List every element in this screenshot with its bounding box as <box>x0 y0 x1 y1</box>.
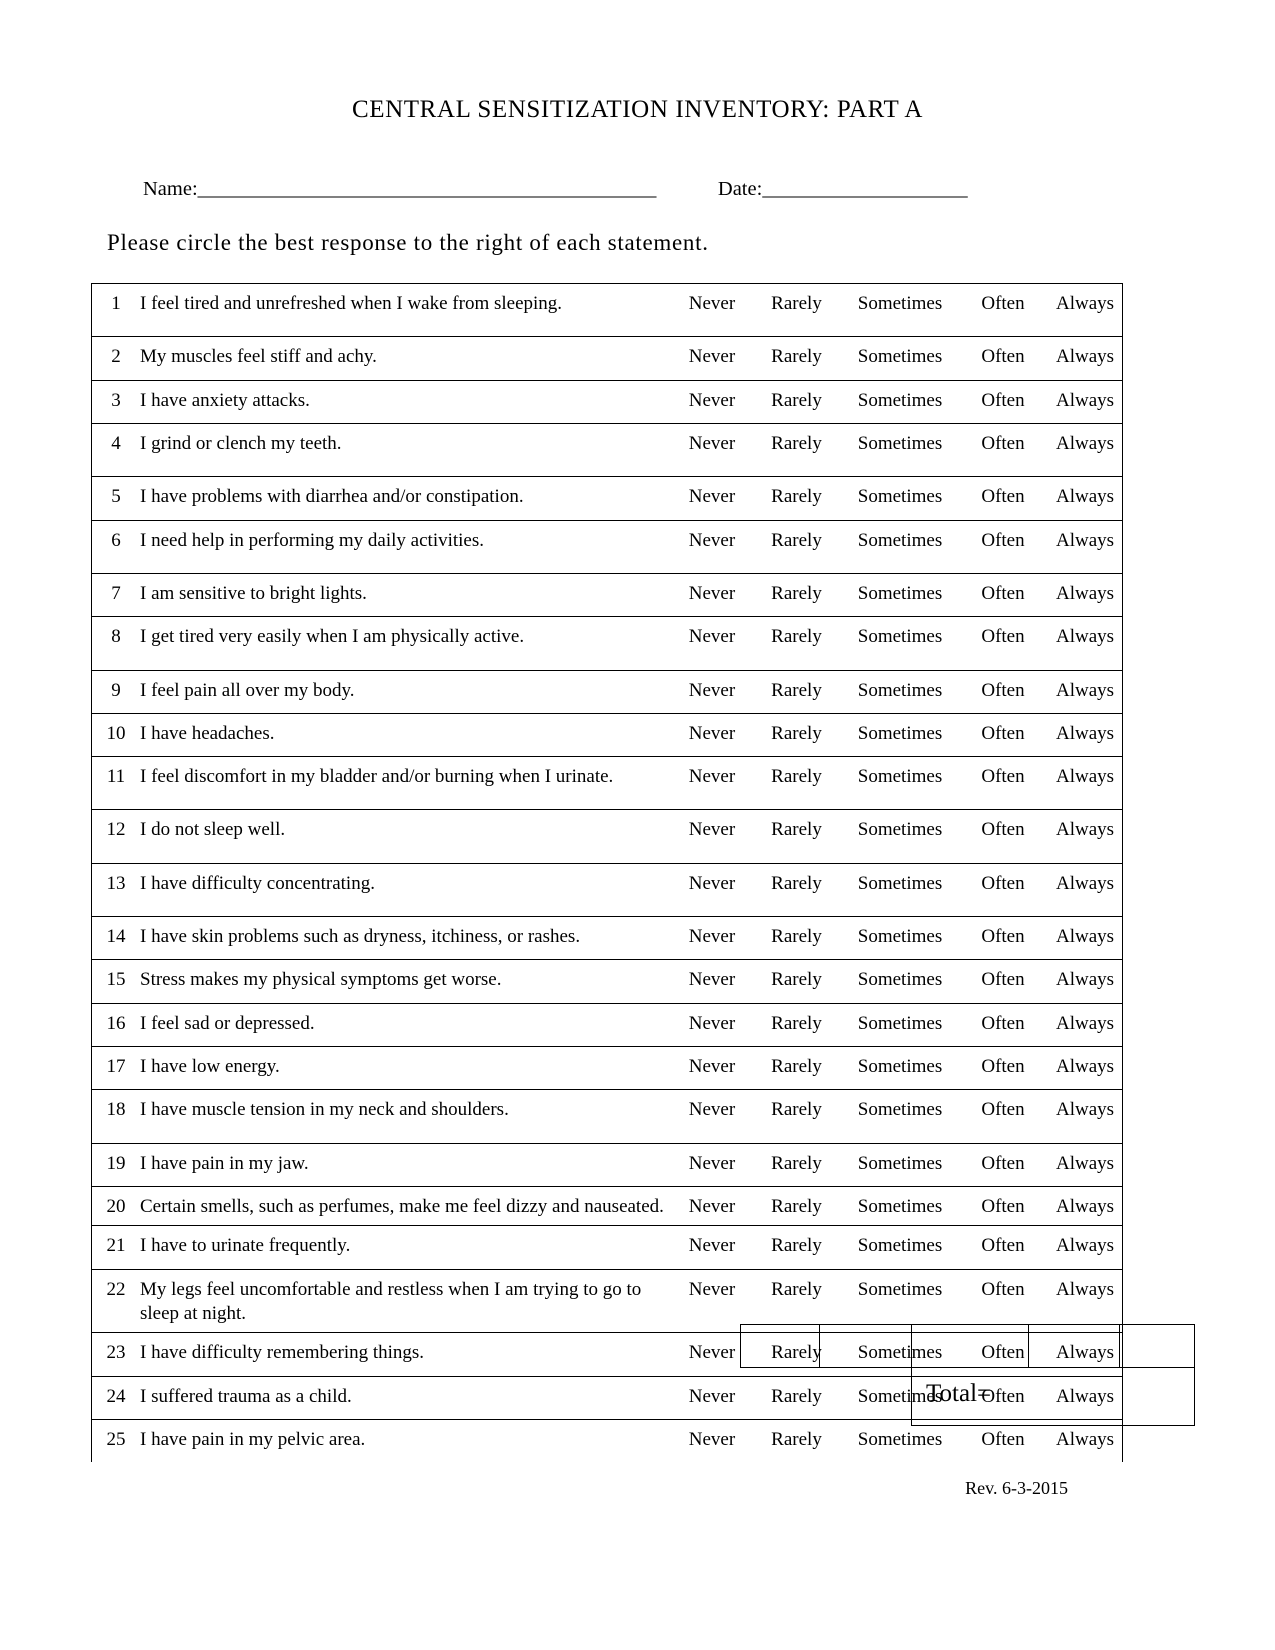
response-option-rarely[interactable]: Rarely <box>751 477 842 520</box>
response-option-sometimes[interactable]: Sometimes <box>842 477 958 520</box>
response-option-always[interactable]: Always <box>1048 713 1123 756</box>
response-option-never[interactable]: Never <box>673 380 751 423</box>
response-option-always[interactable]: Always <box>1048 1090 1123 1143</box>
item-statement: I have difficulty remembering things. <box>140 1333 673 1376</box>
response-option-often[interactable]: Often <box>958 1376 1048 1419</box>
tally-cell-rarely[interactable] <box>820 1325 912 1368</box>
item-number: 19 <box>92 1143 141 1186</box>
response-option-never[interactable]: Never <box>673 617 751 670</box>
item-number: 5 <box>92 477 141 520</box>
item-number: 20 <box>92 1186 141 1225</box>
tally-cell-sometimes[interactable] <box>912 1325 1029 1368</box>
inventory-table-body <box>92 284 1123 1463</box>
response-option-often[interactable]: Often <box>958 810 1048 863</box>
tally-blank-row <box>741 1325 1195 1368</box>
total-label[interactable]: Total= <box>912 1368 1195 1426</box>
response-option-never[interactable]: Never <box>673 520 751 573</box>
response-option-often[interactable]: Often <box>958 284 1048 337</box>
item-statement: I have difficulty concentrating. <box>140 863 673 916</box>
response-option-never[interactable]: Never <box>673 810 751 863</box>
response-option-rarely[interactable]: Rarely <box>751 810 842 863</box>
item-number: 21 <box>92 1226 141 1269</box>
response-option-never[interactable]: Never <box>673 1186 751 1225</box>
table-row <box>92 477 1123 520</box>
tally-cell-never[interactable] <box>741 1325 820 1368</box>
revision-footer: Rev. 6-3-2015 <box>965 1478 1068 1498</box>
item-number: 11 <box>92 757 141 810</box>
response-option-sometimes[interactable]: Sometimes <box>842 1376 958 1419</box>
item-statement: My muscles feel stiff and achy. <box>140 337 673 380</box>
response-option-always[interactable]: Always <box>1048 670 1123 713</box>
response-option-always[interactable]: Always <box>1048 1047 1123 1090</box>
response-option-rarely[interactable]: Rarely <box>751 617 842 670</box>
response-option-rarely[interactable]: Rarely <box>751 917 842 960</box>
item-statement: Stress makes my physical symptoms get worse. <box>140 960 673 1003</box>
response-option-rarely[interactable]: Rarely <box>751 1333 842 1376</box>
response-option-rarely[interactable]: Rarely <box>751 423 842 476</box>
item-number: 18 <box>92 1090 141 1143</box>
response-option-always[interactable]: Always <box>1048 1419 1123 1462</box>
response-option-always[interactable]: Always <box>1048 380 1123 423</box>
table-row <box>92 863 1123 916</box>
table-row <box>92 1226 1123 1269</box>
item-number: 13 <box>92 863 141 916</box>
response-option-always[interactable]: Always <box>1048 1143 1123 1186</box>
total-spacer-never <box>741 1368 820 1426</box>
response-option-rarely[interactable]: Rarely <box>751 1269 842 1333</box>
response-option-never[interactable]: Never <box>673 713 751 756</box>
item-statement: I grind or clench my teeth. <box>140 423 673 476</box>
response-option-sometimes[interactable]: Sometimes <box>842 1090 958 1143</box>
tally-table <box>740 1324 1195 1426</box>
item-statement: I suffered trauma as a child. <box>140 1376 673 1419</box>
item-number: 9 <box>92 670 141 713</box>
response-option-never[interactable]: Never <box>673 757 751 810</box>
response-option-never[interactable]: Never <box>673 573 751 616</box>
response-option-rarely[interactable]: Rarely <box>751 337 842 380</box>
item-number: 14 <box>92 917 141 960</box>
date-label: Date: <box>717 178 763 200</box>
response-option-often[interactable]: Often <box>958 1333 1048 1376</box>
response-option-sometimes[interactable]: Sometimes <box>842 670 958 713</box>
table-row <box>92 573 1123 616</box>
table-row <box>92 917 1123 960</box>
response-option-rarely[interactable]: Rarely <box>751 1376 842 1419</box>
response-option-rarely[interactable]: Rarely <box>751 1143 842 1186</box>
item-number: 25 <box>92 1419 141 1462</box>
response-option-sometimes[interactable]: Sometimes <box>842 1226 958 1269</box>
table-row <box>92 520 1123 573</box>
response-option-never[interactable]: Never <box>673 1419 751 1462</box>
response-option-often[interactable]: Often <box>958 1003 1048 1046</box>
response-option-never[interactable]: Never <box>673 1143 751 1186</box>
item-number: 17 <box>92 1047 141 1090</box>
item-statement: My legs feel uncomfortable and restless when I am trying to go to sleep at night. <box>140 1269 673 1333</box>
item-number: 8 <box>92 617 141 670</box>
response-option-often[interactable]: Often <box>958 863 1048 916</box>
response-option-never[interactable]: Never <box>673 1376 751 1419</box>
response-option-sometimes[interactable]: Sometimes <box>842 573 958 616</box>
item-number: 15 <box>92 960 141 1003</box>
item-statement: I do not sleep well. <box>140 810 673 863</box>
response-option-sometimes[interactable]: Sometimes <box>842 1047 958 1090</box>
response-option-always[interactable]: Always <box>1048 757 1123 810</box>
response-option-often[interactable]: Often <box>958 1186 1048 1225</box>
response-option-sometimes[interactable]: Sometimes <box>842 917 958 960</box>
item-number: 10 <box>92 713 141 756</box>
response-option-sometimes[interactable]: Sometimes <box>842 960 958 1003</box>
item-statement: I have problems with diarrhea and/or constipation. <box>140 477 673 520</box>
table-row <box>92 617 1123 670</box>
response-option-sometimes[interactable]: Sometimes <box>842 380 958 423</box>
response-option-rarely[interactable]: Rarely <box>751 1090 842 1143</box>
response-option-always[interactable]: Always <box>1048 1269 1123 1333</box>
response-option-never[interactable]: Never <box>673 477 751 520</box>
response-option-rarely[interactable]: Rarely <box>751 670 842 713</box>
response-option-never[interactable]: Never <box>673 863 751 916</box>
response-option-rarely[interactable]: Rarely <box>751 1226 842 1269</box>
response-option-always[interactable]: Always <box>1048 617 1123 670</box>
response-option-never[interactable]: Never <box>673 1226 751 1269</box>
total-spacer-rarely <box>820 1368 912 1426</box>
item-statement: I have anxiety attacks. <box>140 380 673 423</box>
response-option-rarely[interactable]: Rarely <box>751 1047 842 1090</box>
response-option-always[interactable]: Always <box>1048 917 1123 960</box>
response-option-sometimes[interactable]: Sometimes <box>842 1143 958 1186</box>
response-option-never[interactable]: Never <box>673 1003 751 1046</box>
response-option-often[interactable]: Often <box>958 960 1048 1003</box>
item-statement: I have skin problems such as dryness, itchiness, or rashes. <box>140 917 673 960</box>
tally-cell-always[interactable] <box>1120 1325 1195 1368</box>
response-option-sometimes[interactable]: Sometimes <box>842 1186 958 1225</box>
response-option-often[interactable]: Often <box>958 713 1048 756</box>
response-option-always[interactable]: Always <box>1048 1333 1123 1376</box>
identity-line <box>143 178 1143 201</box>
item-number: 3 <box>92 380 141 423</box>
item-statement: I feel tired and unrefreshed when I wake from sleeping. <box>140 284 673 337</box>
response-option-rarely[interactable]: Rarely <box>751 380 842 423</box>
item-statement: I feel pain all over my body. <box>140 670 673 713</box>
table-row <box>92 1186 1123 1225</box>
response-option-sometimes[interactable]: Sometimes <box>842 520 958 573</box>
response-option-often[interactable]: Often <box>958 477 1048 520</box>
response-option-never[interactable]: Never <box>673 917 751 960</box>
response-option-sometimes[interactable]: Sometimes <box>842 1333 958 1376</box>
item-statement: I have pain in my pelvic area. <box>140 1419 673 1462</box>
table-row <box>92 1003 1123 1046</box>
response-option-always[interactable]: Always <box>1048 573 1123 616</box>
table-row <box>92 1143 1123 1186</box>
response-option-sometimes[interactable]: Sometimes <box>842 337 958 380</box>
name-input-rule[interactable]: _______________________________________________ <box>197 178 656 200</box>
item-statement: I am sensitive to bright lights. <box>140 573 673 616</box>
item-statement: I feel discomfort in my bladder and/or burning when I urinate. <box>140 757 673 810</box>
item-number: 7 <box>92 573 141 616</box>
response-option-often[interactable]: Often <box>958 757 1048 810</box>
response-option-rarely[interactable]: Rarely <box>751 960 842 1003</box>
response-option-never[interactable]: Never <box>673 337 751 380</box>
item-number: 16 <box>92 1003 141 1046</box>
response-option-always[interactable]: Always <box>1048 1376 1123 1419</box>
response-option-sometimes[interactable]: Sometimes <box>842 1003 958 1046</box>
response-option-sometimes[interactable]: Sometimes <box>842 757 958 810</box>
response-option-often[interactable]: Often <box>958 520 1048 573</box>
response-option-always[interactable]: Always <box>1048 810 1123 863</box>
response-option-rarely[interactable]: Rarely <box>751 284 842 337</box>
response-option-always[interactable]: Always <box>1048 863 1123 916</box>
date-input-rule[interactable]: _____________________ <box>762 178 968 200</box>
page-title: CENTRAL SENSITIZATION INVENTORY: PART A <box>351 96 924 123</box>
item-number: 1 <box>92 284 141 337</box>
item-statement: I have headaches. <box>140 713 673 756</box>
item-statement: I have to urinate frequently. <box>140 1226 673 1269</box>
response-option-often[interactable]: Often <box>958 573 1048 616</box>
item-number: 24 <box>92 1376 141 1419</box>
total-row <box>741 1368 1195 1426</box>
item-statement: I need help in performing my daily activities. <box>140 520 673 573</box>
instruction-text: Please circle the best response to the right of each statement. <box>107 230 709 255</box>
response-option-often[interactable]: Often <box>958 1047 1048 1090</box>
table-row <box>92 423 1123 476</box>
response-option-sometimes[interactable]: Sometimes <box>842 423 958 476</box>
response-option-rarely[interactable]: Rarely <box>751 757 842 810</box>
item-statement: I feel sad or depressed. <box>140 1003 673 1046</box>
response-option-often[interactable]: Often <box>958 1419 1048 1462</box>
response-option-always[interactable]: Always <box>1048 1003 1123 1046</box>
response-option-never[interactable]: Never <box>673 1333 751 1376</box>
table-row <box>92 1090 1123 1143</box>
response-option-rarely[interactable]: Rarely <box>751 573 842 616</box>
response-option-sometimes[interactable]: Sometimes <box>842 863 958 916</box>
response-option-never[interactable]: Never <box>673 1047 751 1090</box>
inventory-table <box>91 283 1123 1462</box>
response-option-sometimes[interactable]: Sometimes <box>842 810 958 863</box>
response-option-often[interactable]: Often <box>958 380 1048 423</box>
item-statement: Certain smells, such as perfumes, make me feel dizzy and nauseated. <box>140 1186 673 1225</box>
response-option-often[interactable]: Often <box>958 670 1048 713</box>
response-option-sometimes[interactable]: Sometimes <box>842 1269 958 1333</box>
response-option-often[interactable]: Often <box>958 1269 1048 1333</box>
response-option-rarely[interactable]: Rarely <box>751 520 842 573</box>
table-row <box>92 670 1123 713</box>
response-option-often[interactable]: Often <box>958 1090 1048 1143</box>
response-option-always[interactable]: Always <box>1048 520 1123 573</box>
item-number: 12 <box>92 810 141 863</box>
table-row <box>92 757 1123 810</box>
item-number: 2 <box>92 337 141 380</box>
response-option-always[interactable]: Always <box>1048 1186 1123 1225</box>
response-option-sometimes[interactable]: Sometimes <box>842 713 958 756</box>
response-option-never[interactable]: Never <box>673 1269 751 1333</box>
item-statement: I get tired very easily when I am physically active. <box>140 617 673 670</box>
tally-cell-often[interactable] <box>1029 1325 1120 1368</box>
table-row <box>92 960 1123 1003</box>
response-option-always[interactable]: Always <box>1048 960 1123 1003</box>
item-number: 4 <box>92 423 141 476</box>
response-option-never[interactable]: Never <box>673 960 751 1003</box>
table-row <box>92 1047 1123 1090</box>
table-row <box>92 380 1123 423</box>
table-row <box>92 713 1123 756</box>
item-statement: I have muscle tension in my neck and shoulders. <box>140 1090 673 1143</box>
item-statement: I have pain in my jaw. <box>140 1143 673 1186</box>
name-label: Name: <box>143 178 198 200</box>
response-option-rarely[interactable]: Rarely <box>751 1003 842 1046</box>
response-option-always[interactable]: Always <box>1048 423 1123 476</box>
response-option-never[interactable]: Never <box>673 670 751 713</box>
response-option-rarely[interactable]: Rarely <box>751 1186 842 1225</box>
response-option-sometimes[interactable]: Sometimes <box>842 284 958 337</box>
item-number: 23 <box>92 1333 141 1376</box>
response-option-often[interactable]: Often <box>958 1143 1048 1186</box>
item-number: 22 <box>92 1269 141 1333</box>
response-option-never[interactable]: Never <box>673 284 751 337</box>
response-option-rarely[interactable]: Rarely <box>751 863 842 916</box>
response-option-always[interactable]: Always <box>1048 284 1123 337</box>
response-option-never[interactable]: Never <box>673 1090 751 1143</box>
response-option-rarely[interactable]: Rarely <box>751 1419 842 1462</box>
table-row <box>92 337 1123 380</box>
item-number: 6 <box>92 520 141 573</box>
response-option-always[interactable]: Always <box>1048 337 1123 380</box>
response-option-always[interactable]: Always <box>1048 477 1123 520</box>
response-option-sometimes[interactable]: Sometimes <box>842 1419 958 1462</box>
response-option-sometimes[interactable]: Sometimes <box>842 617 958 670</box>
response-option-rarely[interactable]: Rarely <box>751 713 842 756</box>
table-row <box>92 284 1123 337</box>
response-option-often[interactable]: Often <box>958 337 1048 380</box>
item-statement: I have low energy. <box>140 1047 673 1090</box>
response-option-often[interactable]: Often <box>958 917 1048 960</box>
response-option-often[interactable]: Often <box>958 1226 1048 1269</box>
response-option-often[interactable]: Often <box>958 423 1048 476</box>
response-option-often[interactable]: Often <box>958 617 1048 670</box>
response-option-always[interactable]: Always <box>1048 1226 1123 1269</box>
response-option-never[interactable]: Never <box>673 423 751 476</box>
table-row <box>92 810 1123 863</box>
